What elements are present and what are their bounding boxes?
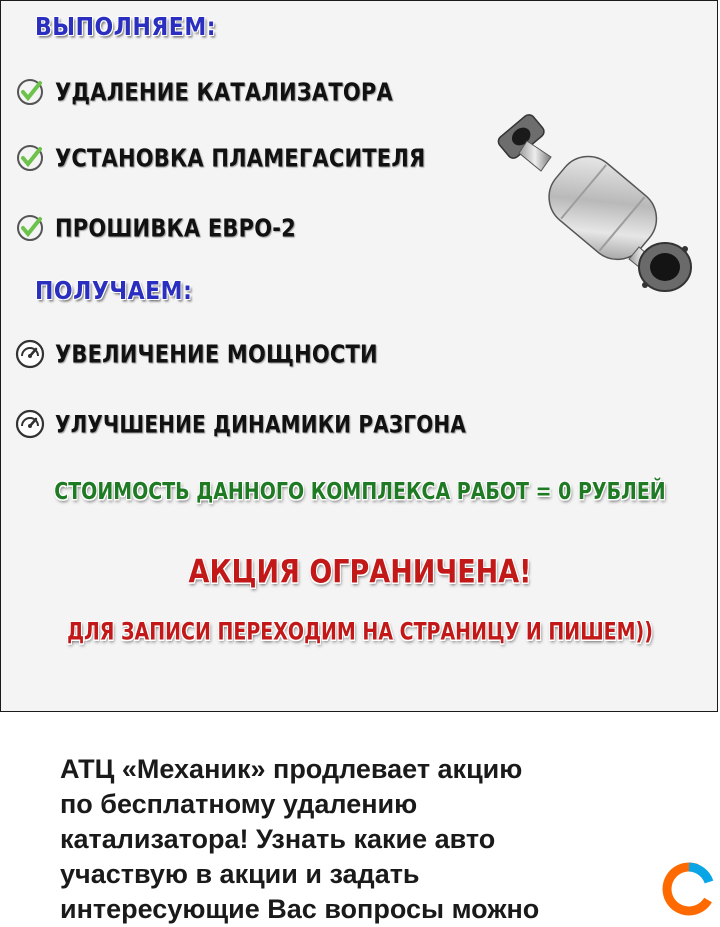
section-header-get: ПОЛУЧАЕМ: [35,277,193,306]
description-line: катализатора! Узнать какие авто [60,824,496,854]
description-line: по бесплатному удалению [60,789,418,819]
benefit-item [15,339,378,369]
checkmark-icon [15,143,45,173]
description-line: АТЦ «Механик» продлевает акцию [60,754,523,784]
service-label: УДАЛЕНИЕ КАТАЛИЗАТОРА [55,77,393,107]
section-header-do: ВЫПОЛНЯЕМ: [35,13,217,42]
checkmark-icon [15,77,45,107]
benefit-label: УВЕЛИЧЕНИЕ МОЩНОСТИ [55,339,378,369]
brand-logo-icon[interactable] [662,862,716,916]
description-line: интересующие Вас вопросы можно [60,894,540,924]
description-line: участвую в акции и задать [60,859,420,889]
speedometer-icon [15,339,45,369]
catalytic-converter-image [489,97,695,297]
booking-instruction-text: ДЛЯ ЗАПИСИ ПЕРЕХОДИМ НА СТРАНИЦУ И ПИШЕМ)) [67,618,653,646]
service-item [15,213,296,243]
post-description [60,752,660,924]
price-text: СТОИМОСТЬ ДАННОГО КОМПЛЕКСА РАБОТ = 0 РУБЛЕЙ [54,478,666,506]
service-label: УСТАНОВКА ПЛАМЕГАСИТЕЛЯ [55,143,426,173]
service-label: ПРОШИВКА ЕВРО-2 [55,213,296,243]
promotion-limited-text: АКЦИЯ ОГРАНИЧЕНА! [188,553,532,592]
service-item [15,143,425,173]
benefit-label: УЛУЧШЕНИЕ ДИНАМИКИ РАЗГОНА [55,409,467,439]
checkmark-icon [15,213,45,243]
benefit-item [15,409,466,439]
speedometer-icon [15,409,45,439]
service-item [15,77,393,107]
